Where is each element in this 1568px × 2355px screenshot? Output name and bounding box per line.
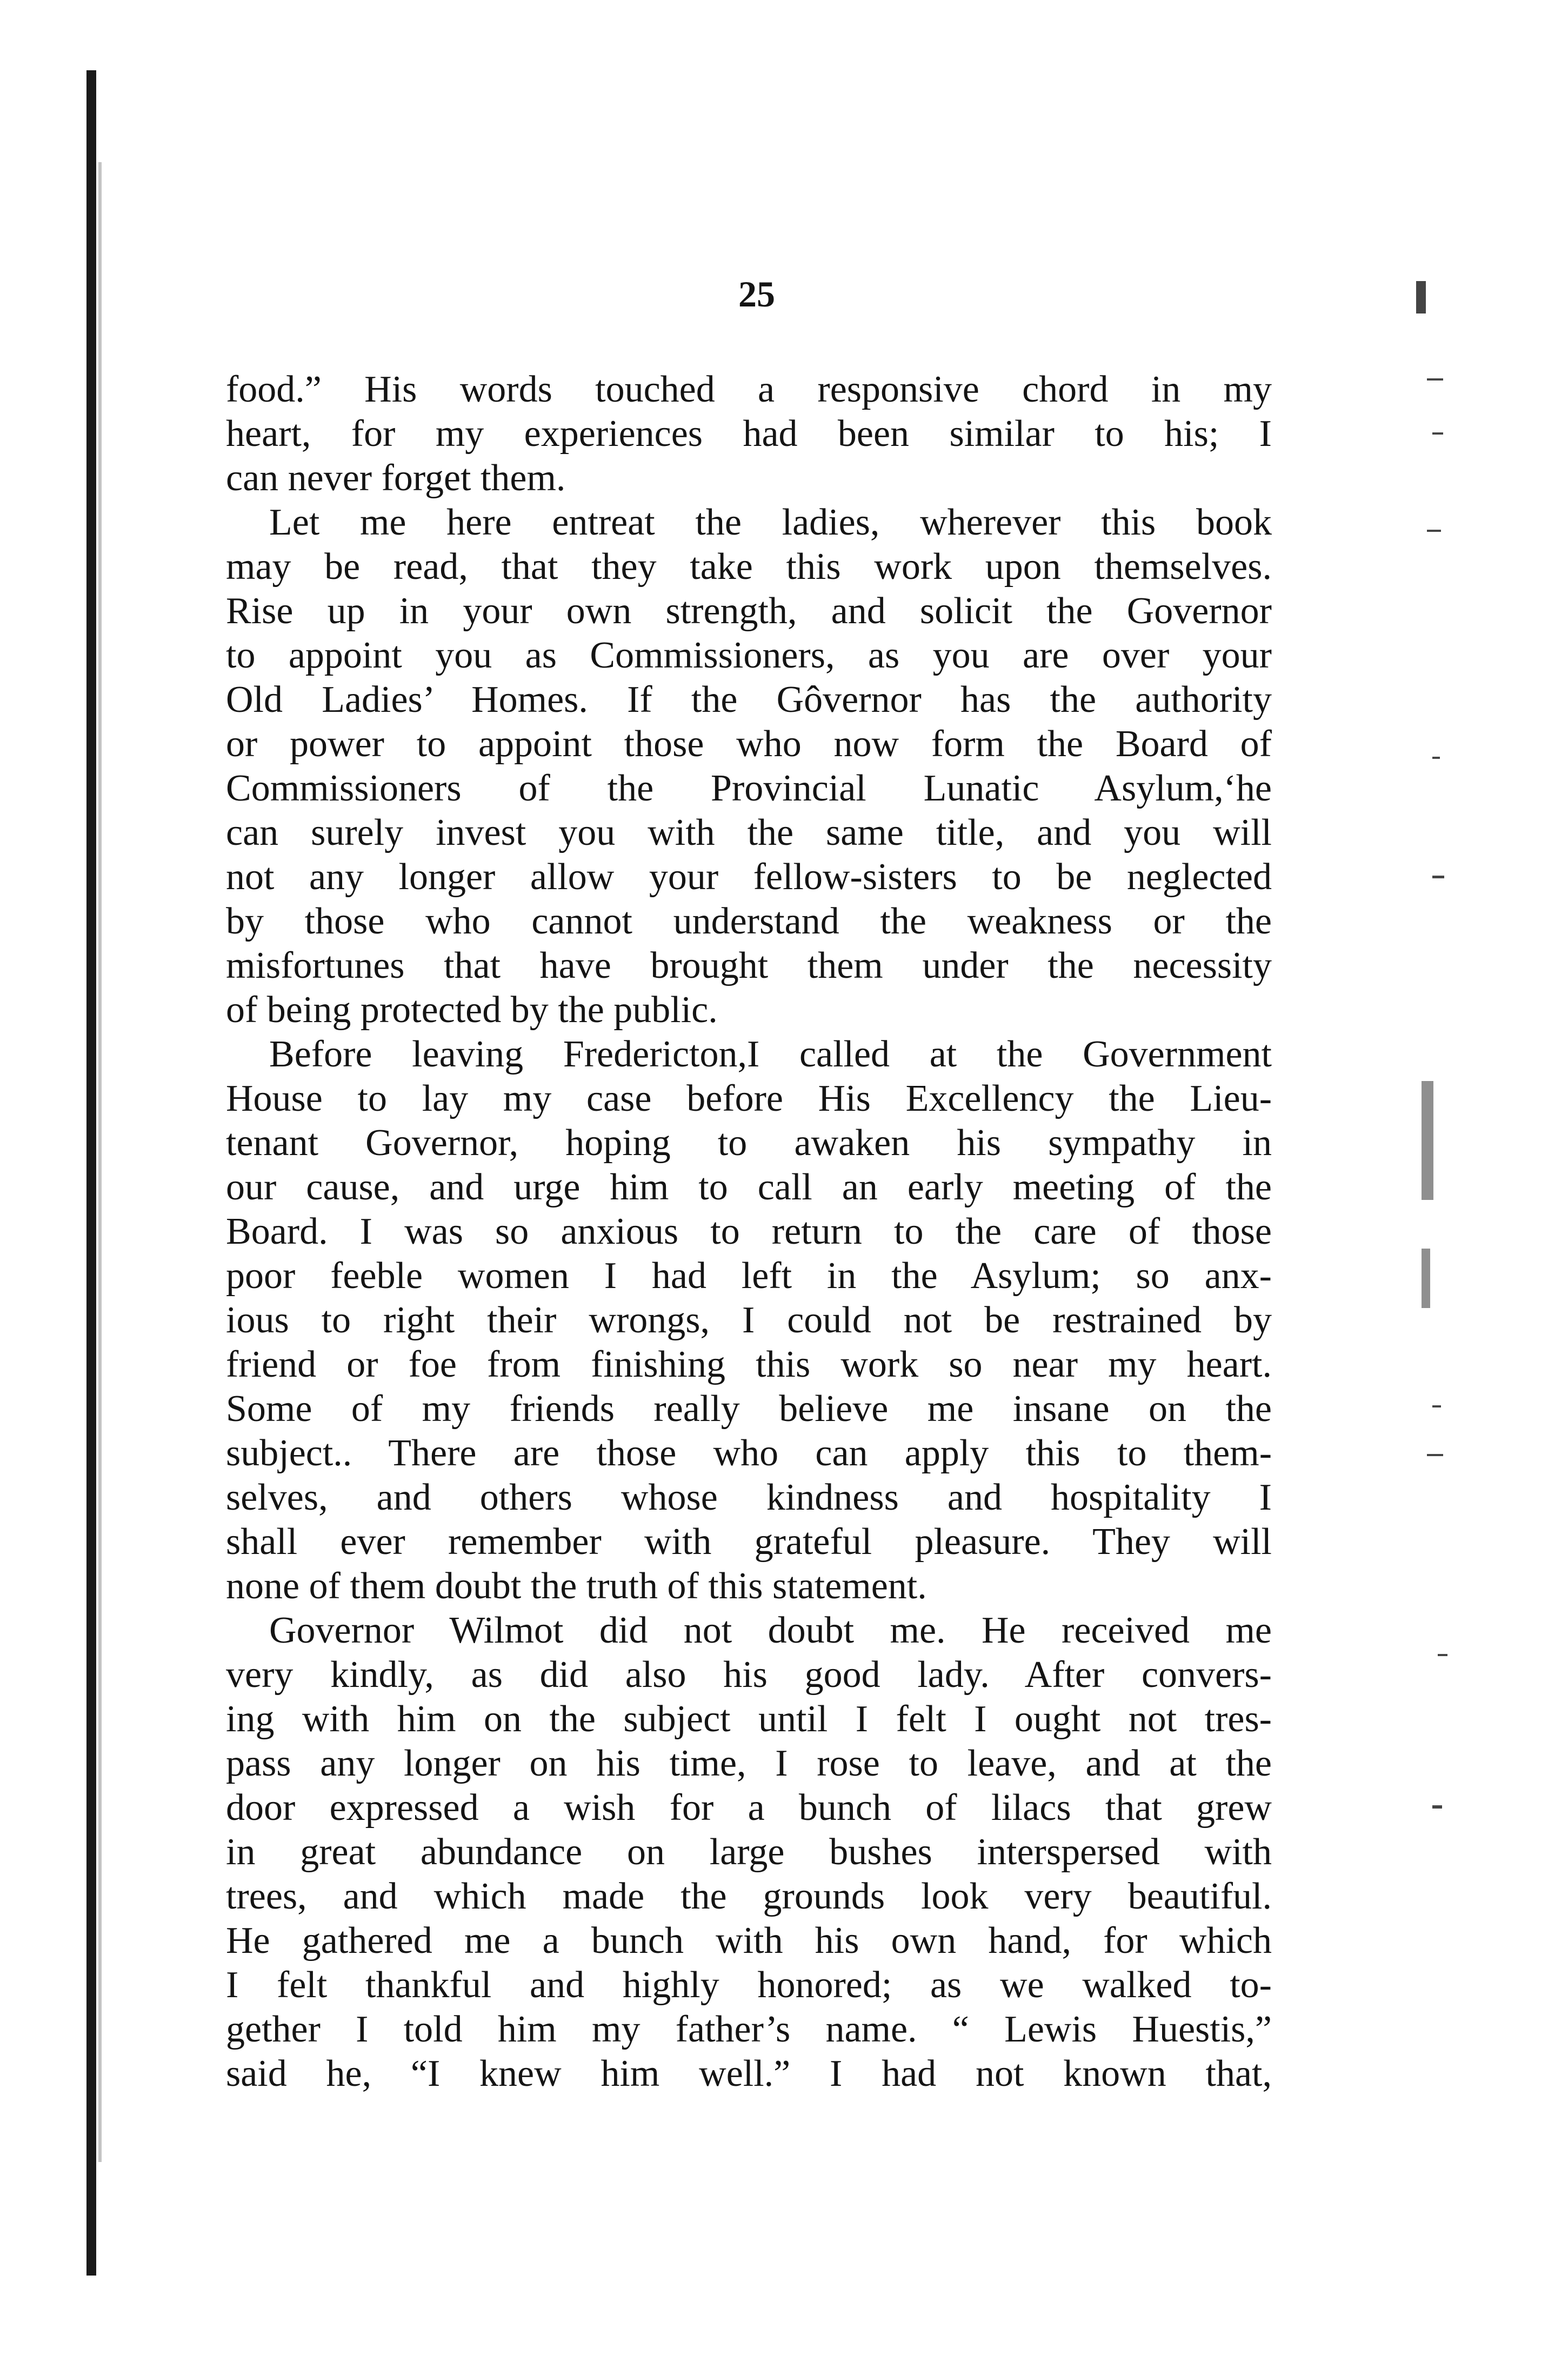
- text-line: Old Ladies’ Homes. If the Gôvernor has the authority: [226, 679, 1272, 720]
- text-line: He gathered me a bunch with his own hand, for which: [226, 1920, 1272, 1962]
- text-line: pass any longer on his time, I rose to leave, and at the: [226, 1743, 1272, 1784]
- text-line: Board. I was so anxious to return to the care of those: [226, 1211, 1272, 1252]
- margin-bleed-marks: [1394, 270, 1503, 2270]
- text-line: Commissioners of the Provincial Lunatic Asylum,‘he: [226, 768, 1272, 809]
- page-number: 25: [738, 273, 775, 315]
- text-line: said he, “I knew him well.” I had not known that,: [226, 2053, 1272, 2094]
- text-line: heart, for my experiences had been similar to his; I: [226, 413, 1272, 455]
- text-line: our cause, and urge him to call an early meeting of the: [226, 1166, 1272, 1208]
- text-line: I felt thankful and highly honored; as we walked to-: [226, 1964, 1272, 2006]
- text-line: very kindly, as did also his good lady. After convers-: [226, 1654, 1272, 1696]
- text-line: shall ever remember with grateful pleasure. They will: [226, 1521, 1272, 1563]
- text-line: by those who cannot understand the weakness or the: [226, 900, 1272, 942]
- text-line: poor feeble women I had left in the Asylum; so anx-: [226, 1255, 1272, 1297]
- text-line: Some of my friends really believe me insane on the: [226, 1388, 1272, 1430]
- text-line: Governor Wilmot did not doubt me. He received me: [269, 1610, 1272, 1651]
- text-line: selves, and others whose kindness and hospitality I: [226, 1477, 1272, 1518]
- text-line: Let me here entreat the ladies, wherever this book: [269, 502, 1272, 543]
- text-line: none of them doubt the truth of this statement.: [226, 1565, 927, 1607]
- text-line: or power to appoint those who now form the Board of: [226, 723, 1272, 765]
- text-line: friend or foe from finishing this work so near my heart.: [226, 1344, 1272, 1385]
- text-line: can surely invest you with the same title, and you will: [226, 812, 1272, 853]
- text-line: not any longer allow your fellow-sisters to be neglected: [226, 856, 1272, 898]
- binding-edge-gradient: [98, 162, 102, 2162]
- text-line: gether I told him my father’s name. “ Lewis Huestis,”: [226, 2009, 1272, 2050]
- text-line: subject.. There are those who can apply this to them-: [226, 1432, 1272, 1474]
- text-line: Before leaving Fredericton,I called at the Government: [269, 1033, 1272, 1075]
- text-line: trees, and which made the grounds look very beautiful.: [226, 1876, 1272, 1917]
- text-line: in great abundance on large bushes interspersed with: [226, 1831, 1272, 1873]
- text-line: food.” His words touched a responsive chord in my: [226, 369, 1272, 410]
- text-line: House to lay my case before His Excellency the Lieu-: [226, 1078, 1272, 1119]
- text-line: Rise up in your own strength, and solicit the Governor: [226, 590, 1272, 632]
- text-line: misfortunes that have brought them under the necessity: [226, 945, 1272, 986]
- body-text: [226, 368, 1272, 2096]
- text-line: door expressed a wish for a bunch of lilacs that grew: [226, 1787, 1272, 1829]
- text-line: ing with him on the subject until I felt I ought not tres-: [226, 1698, 1272, 1740]
- text-line: can never forget them.: [226, 457, 566, 499]
- text-line: of being protected by the public.: [226, 989, 718, 1031]
- binding-edge-shadow: [86, 70, 96, 2276]
- text-line: tenant Governor, hoping to awaken his sympathy in: [226, 1122, 1272, 1164]
- text-line: to appoint you as Commissioners, as you are over your: [226, 635, 1272, 676]
- text-line: may be read, that they take this work upon themselves.: [226, 546, 1272, 588]
- text-line: ious to right their wrongs, I could not be restrained by: [226, 1299, 1272, 1341]
